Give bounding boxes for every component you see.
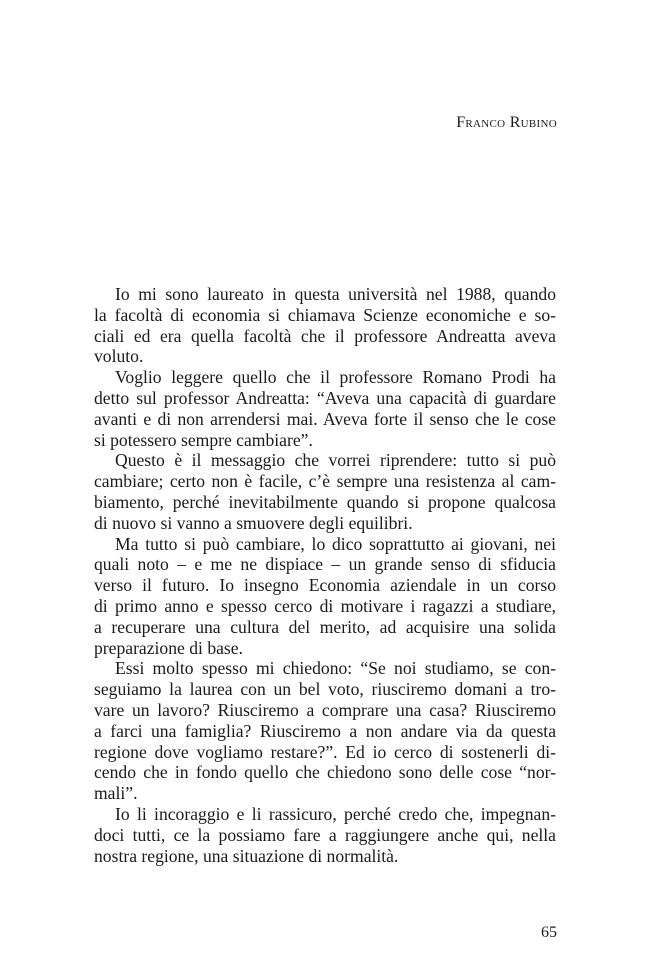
page-number: 65 <box>541 924 557 941</box>
text-line: ciali ed era quella facoltà che il professore Andreatta aveva <box>94 325 556 346</box>
body-text <box>94 284 556 866</box>
text-line: Io mi sono laureato in questa università nel 1988, quando <box>115 284 556 304</box>
text-line: a recuperare una cultura del merito, ad acquisire una solida <box>94 616 556 637</box>
text-line: a farci una famiglia? Riusciremo a non andare via da questa <box>94 720 556 741</box>
text-line: di primo anno e spesso cerco di motivare i ragazzi a studiare, <box>94 595 556 616</box>
text-line: Essi molto spesso mi chiedono: “Se noi studiamo, se con- <box>115 658 556 679</box>
text-line: di nuovo si vanno a smuovere degli equilibri. <box>94 512 413 533</box>
paragraph <box>94 450 556 533</box>
text-line: cambiare; certo non è facile, c’è sempre una resistenza al cam- <box>94 471 556 492</box>
text-line: voluto. <box>94 346 144 367</box>
paragraph <box>94 658 556 804</box>
text-line: detto sul professor Andreatta: “Aveva una capacità di guardare <box>94 387 556 408</box>
text-line: Questo è il messaggio che vorrei riprendere: tutto si può <box>115 450 556 471</box>
running-head: Franco Rubino <box>456 114 557 131</box>
paragraph <box>94 804 556 866</box>
text-line: quali noto – e me ne dispiace – un grande senso di sfiducia <box>94 554 556 575</box>
text-line: preparazione di base. <box>94 637 243 658</box>
text-line: nostra regione, una situazione di normalità. <box>94 845 399 866</box>
paragraph <box>94 284 556 367</box>
text-line: Io li incoraggio e li rassicuro, perché credo che, impegnan- <box>115 803 556 824</box>
text-line: si potessero sempre cambiare”. <box>94 429 313 450</box>
text-line: mali”. <box>94 783 138 804</box>
text-line: cendo che in fondo quello che chiedono sono delle cose “nor- <box>94 762 556 783</box>
text-line: doci tutti, ce la possiamo fare a raggiungere anche qui, nella <box>94 824 556 845</box>
text-line: Ma tutto si può cambiare, lo dico soprattutto ai giovani, nei <box>115 533 556 554</box>
text-line: Voglio leggere quello che il professore Romano Prodi ha <box>115 367 556 388</box>
paragraph <box>94 534 556 659</box>
text-line: verso il futuro. Io insegno Economia aziendale in un corso <box>94 575 556 596</box>
text-line: seguiamo la laurea con un bel voto, riusciremo domani a tro- <box>94 679 556 700</box>
paragraph <box>94 367 556 450</box>
text-line: regione dove vogliamo restare?”. Ed io cerco di sostenerli di- <box>94 741 556 762</box>
text-line: avanti e di non arrendersi mai. Aveva forte il senso che le cose <box>94 408 556 429</box>
text-line: vare un lavoro? Riusciremo a comprare una casa? Riusciremo <box>94 699 556 720</box>
text-line: la facoltà di economia si chiamava Scienze economiche e so- <box>94 304 556 325</box>
text-line: biamento, perché inevitabilmente quando si propone qualcosa <box>94 491 556 512</box>
